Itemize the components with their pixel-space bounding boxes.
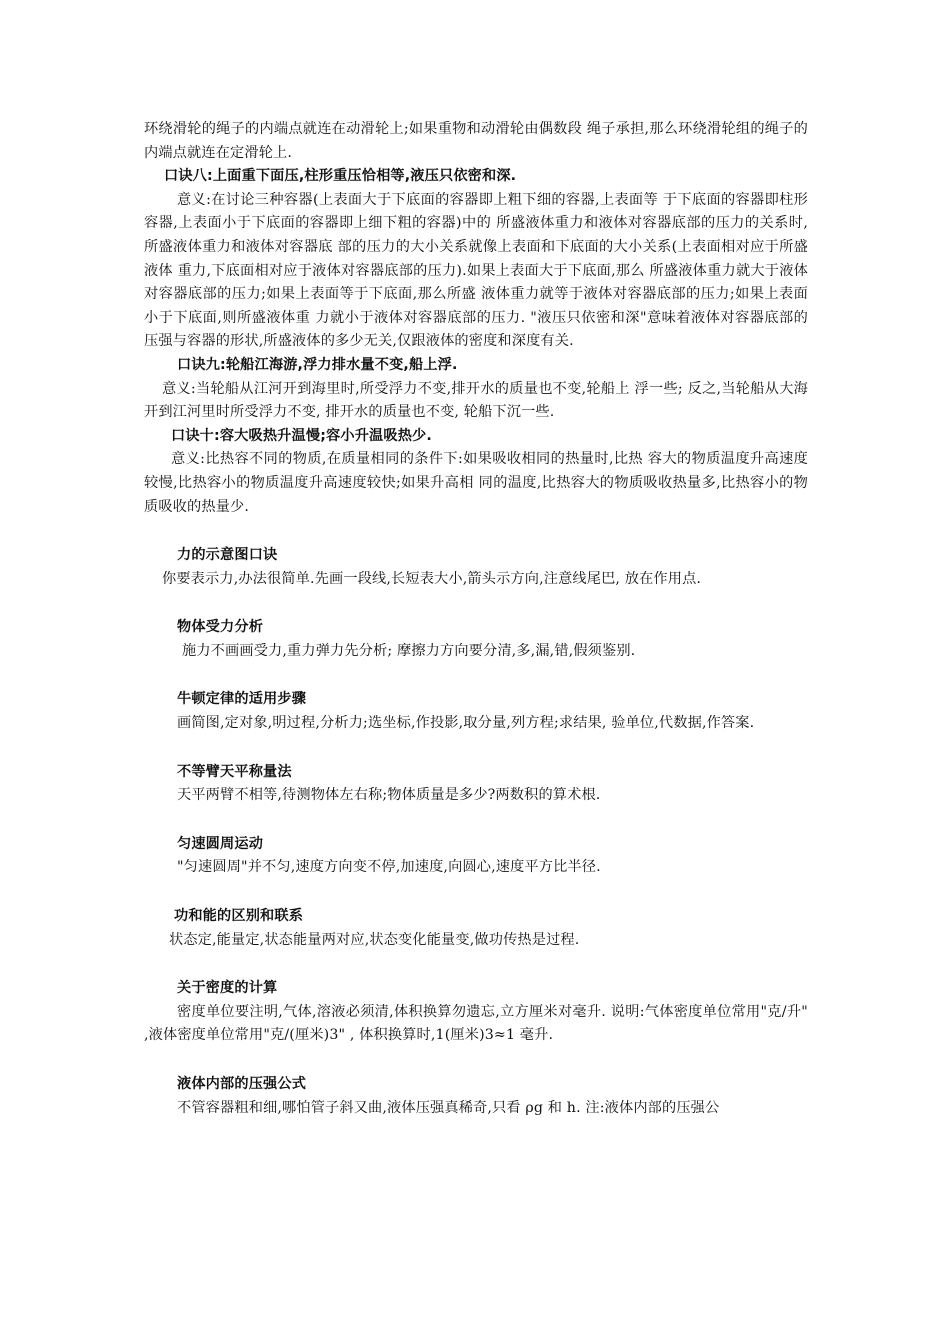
section-body: 状态定,能量定,状态能量两对应,状态变化能量变,做功传热是过程. [169,931,580,948]
section-body: 施力不画画受力,重力弹力先分析; 摩擦力方向要分清,多,漏,错,假须鉴别. [182,642,636,659]
koujue-10-title: 口诀十:容大吸热升温慢;容小升温吸热少. [171,427,432,444]
section-heading: 物体受力分析 [177,619,264,636]
section-body: 天平两臂不相等,待测物体左右称;物体质量是多少?两数积的算术根. [177,787,601,804]
section-body: 你要表示力,办法很简单.先画一段线,长短表大小,箭头示方向,注意线尾巴, 放在作用点. [162,570,702,587]
intro-paragraph: 环绕滑轮的绳子的内端点就连在动滑轮上;如果重物和动滑轮由偶数段 绳子承担,那么环绕滑轮组的绳子的内端点就连在定滑轮上. [144,121,808,161]
section-heading: 不等臂天平称量法 [177,763,292,780]
section-heading: 液体内部的压强公式 [177,1076,307,1092]
section-body: "匀速圆周"并不匀,速度方向变不停,加速度,向圆心,速度平方比半径. [177,859,601,876]
section-body: 密度单位要注明,气体,溶液必须清,体积换算勿遗忘,立方厘米对毫升. 说明:气体密度单位常用"克/升" ,液体密度单位常用"克/(厘米)3" , 体积换算时,1(厘米)3≈1 毫升. [144,1003,808,1044]
section-body: 不管容器粗和细,哪怕管子斜又曲,液体压强真稀奇,只看 ρg 和 h. 注:液体内部的压强公 [177,1099,720,1116]
section-heading: 力的示意图口诀 [177,547,278,564]
section-heading: 关于密度的计算 [177,980,278,997]
koujue-8-meaning: 意义:在讨论三种容器(上表面大于下底面的容器即上粗下细的容器,上表面等 于下底面的容器即柱形容器,上表面小于下底面的容器即上细下粗的容器)中的 所盛液体重力和液体对容器底部的压力的关系时, 所盛液体重力和液体对容器底 部的压力的大小关系就像上表面和下底面的大小关系(上表面相对应于所盛液体 重力,下底面相对应于液体对容器底部的压力).如果上表面大于下底面,那么 所盛液体重力就大于液体对容器底部的压力;如果上表面等于下底面,那么所盛 液体重力就等于液体对容器底部的压力;如果上表面小于下底面,则所盛液体重 力就小于液体对容器底部的压力. "液压只依密和深"意味着液体对容器底部的 压强与容器的形状,所盛液体的多少无关,仅跟液体的密度和深度有关. [144,191,808,350]
section-heading: 牛顿定律的适用步骤 [177,691,307,708]
koujue-10-meaning: 意义:比热容不同的物质,在质量相同的条件下:如果吸收相同的热量时,比热 容大的物质温度升高速度较慢,比热容小的物质温度升高速度较快;如果升高相 同的温度,比热容大的物质吸收热量多,比热容小的物质吸收的热量少. [144,451,808,515]
section-heading: 匀速圆周运动 [177,835,264,852]
koujue-9-title: 口诀九:轮船江海游,浮力排水量不变,船上浮. [177,356,458,373]
document-page [144,118,808,1120]
section-body: 画简图,定对象,明过程,分析力;选坐标,作投影,取分量,列方程;求结果, 验单位,代数据,作答案. [177,715,755,732]
section-heading: 功和能的区别和联系 [174,908,304,925]
koujue-9-meaning: 意义:当轮船从江河开到海里时,所受浮力不变,排开水的质量也不变,轮船上 浮一些; 反之,当轮船从大海开到江河里时所受浮力不变, 排开水的质量也不变, 轮船下沉一些. [144,380,808,421]
koujue-8-title: 口诀八:上面重下面压,柱形重压恰相等,液压只依密和深. [164,168,517,185]
